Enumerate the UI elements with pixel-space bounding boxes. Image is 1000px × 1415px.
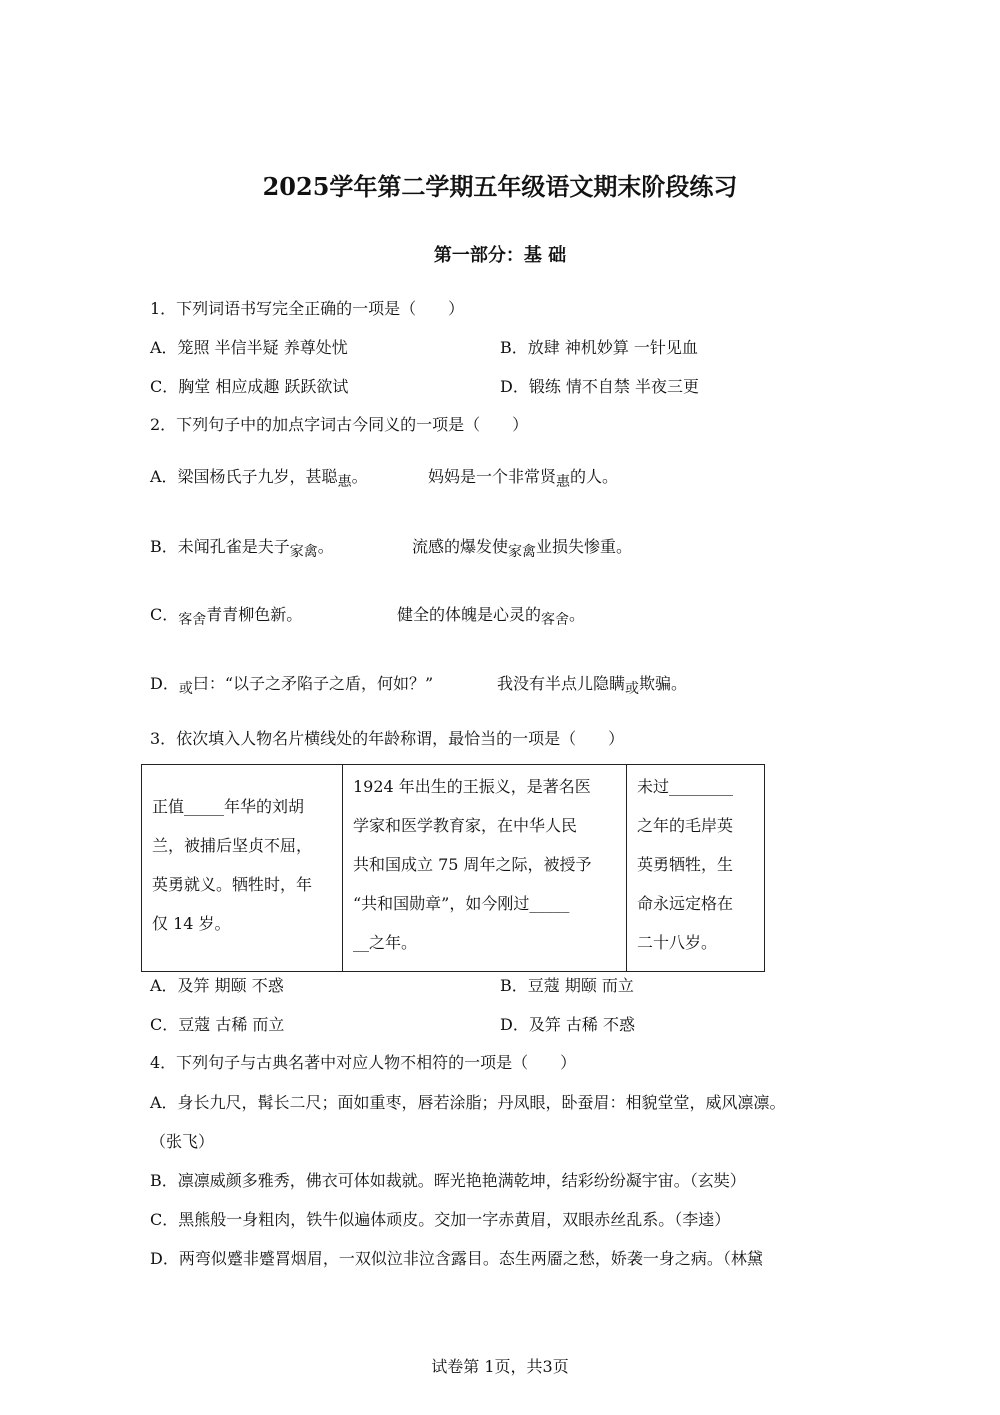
q2-a-dotted-word: 惠 [556, 474, 571, 490]
q2-option-a [150, 466, 368, 489]
q4-option-b: B．凛凛威颜多雅秀，佛衣可体如裁就。晖光艳艳满乾坤，结彩纷纷凝宇宙。（玄奘） [150, 1171, 746, 1190]
q2-option-c-modern [397, 604, 585, 627]
q2-option-b [150, 536, 334, 559]
q3-option-b: B．豆蔻 期颐 而立 [500, 976, 634, 995]
q2-a-text: 妈妈是一个非常贤 [428, 467, 557, 486]
q2-c-text: 青青柳色新。 [206, 605, 303, 624]
card-line: 未过________ [637, 777, 734, 796]
card-line: 兰，被捕后坚贞不屈， [152, 836, 313, 855]
q2-option-d [150, 673, 433, 696]
q2-d-text: D． [150, 674, 179, 693]
q2-b-text: B．未闻孔雀是夫子 [150, 537, 290, 556]
q2-d-text: 欺骗。 [639, 674, 688, 693]
q4-option-a-continued: （张飞） [150, 1132, 215, 1151]
name-card-wang-zhenyi [343, 765, 627, 972]
q2-option-d-modern [497, 673, 687, 696]
q2-a-text: 的人。 [570, 467, 619, 486]
q1-option-c: C．胸堂 相应成趣 跃跃欲试 [150, 377, 349, 396]
card-line: 之年的毛岸英 [637, 816, 734, 835]
card-line: “共和国勋章”，如今刚过_____ [353, 894, 570, 913]
q2-c-text: 。 [569, 605, 586, 624]
q1-option-b: B．放肆 神机妙算 一针见血 [500, 338, 698, 357]
q2-d-text: 曰：“以子之矛陷子之盾，何如？” [192, 674, 434, 693]
q4-option-c: C．黑熊般一身粗肉，铁牛似遍体顽皮。交加一字赤黄眉，双眼赤丝乱系。（李逵） [150, 1210, 731, 1229]
card-line: 英勇牺牲，生 [637, 855, 734, 874]
page-footer: 试卷第 1页，共3页 [431, 1357, 569, 1376]
q2-d-dotted-word: 或 [178, 681, 193, 697]
q4-option-a: A．身长九尺，髯长二尺；面如重枣，唇若涂脂；丹凤眼，卧蚕眉：相貌堂堂，威风凛凛。 [150, 1093, 786, 1112]
q2-c-dotted-word: 客舍 [178, 612, 207, 628]
name-card-mao-anying [627, 765, 765, 972]
q2-option-c [150, 604, 302, 627]
q2-a-text: 。 [351, 467, 368, 486]
q2-a-dotted-word: 惠 [337, 474, 352, 490]
q2-option-b-modern [412, 536, 632, 559]
q4-option-d: D．两弯似蹙非蹙罥烟眉，一双似泣非泣含露目。态生两靥之愁，娇袭一身之病。（林黛 [150, 1249, 763, 1268]
card-line: __之年。 [353, 933, 418, 952]
name-card-table [141, 764, 765, 972]
q2-c-dotted-word: 客舍 [541, 612, 570, 628]
card-line: 英勇就义。牺牲时，年 [152, 875, 313, 894]
section-title: 第一部分：基 础 [433, 245, 567, 266]
q2-d-dotted-word: 或 [625, 681, 640, 697]
q1-option-a: A．笼照 半信半疑 养尊处忧 [150, 338, 348, 357]
q3-option-d: D．及笄 古稀 不惑 [500, 1015, 636, 1034]
q2-c-text: C． [150, 605, 179, 624]
card-line: 正值_____年华的刘胡 [152, 797, 305, 816]
q1-stem: 1．下列词语书写完全正确的一项是（ ） [150, 299, 465, 318]
card-line: 命永远定格在 [637, 894, 734, 913]
q3-option-c: C．豆蔻 古稀 而立 [150, 1015, 285, 1034]
q2-b-text: 。 [317, 537, 334, 556]
card-line: 学家和医学教育家，在中华人民 [353, 816, 578, 835]
name-card-liu-hulan [142, 765, 343, 972]
q4-stem: 4．下列句子与古典名著中对应人物不相符的一项是（ ） [150, 1053, 577, 1072]
q2-b-dotted-word: 家禽 [289, 544, 318, 560]
card-line: 共和国成立 75 周年之际，被授予 [353, 855, 592, 874]
q2-b-dotted-word: 家禽 [508, 544, 537, 560]
page-title: 2025学年第二学期五年级语文期末阶段练习 [262, 172, 738, 201]
q3-option-a: A．及笄 期颐 不惑 [150, 976, 284, 995]
card-line: 二十八岁。 [637, 933, 718, 952]
card-line: 仅 14 岁。 [152, 914, 231, 933]
q2-b-text: 流感的爆发使 [412, 537, 509, 556]
q2-b-text: 业损失惨重。 [536, 537, 633, 556]
q2-c-text: 健全的体魄是心灵的 [397, 605, 542, 624]
q2-option-a-modern [428, 466, 618, 489]
card-line: 1924 年出生的王振义，是著名医 [353, 777, 591, 796]
q1-option-d: D．锻练 情不自禁 半夜三更 [500, 377, 700, 396]
q2-stem: 2．下列句子中的加点字词古今同义的一项是（ ） [150, 415, 529, 434]
q2-a-text: A．梁国杨氏子九岁，甚聪 [150, 467, 338, 486]
q3-stem: 3．依次填入人物名片横线处的年龄称谓，最恰当的一项是（ ） [150, 729, 625, 748]
q2-d-text: 我没有半点儿隐瞒 [497, 674, 626, 693]
